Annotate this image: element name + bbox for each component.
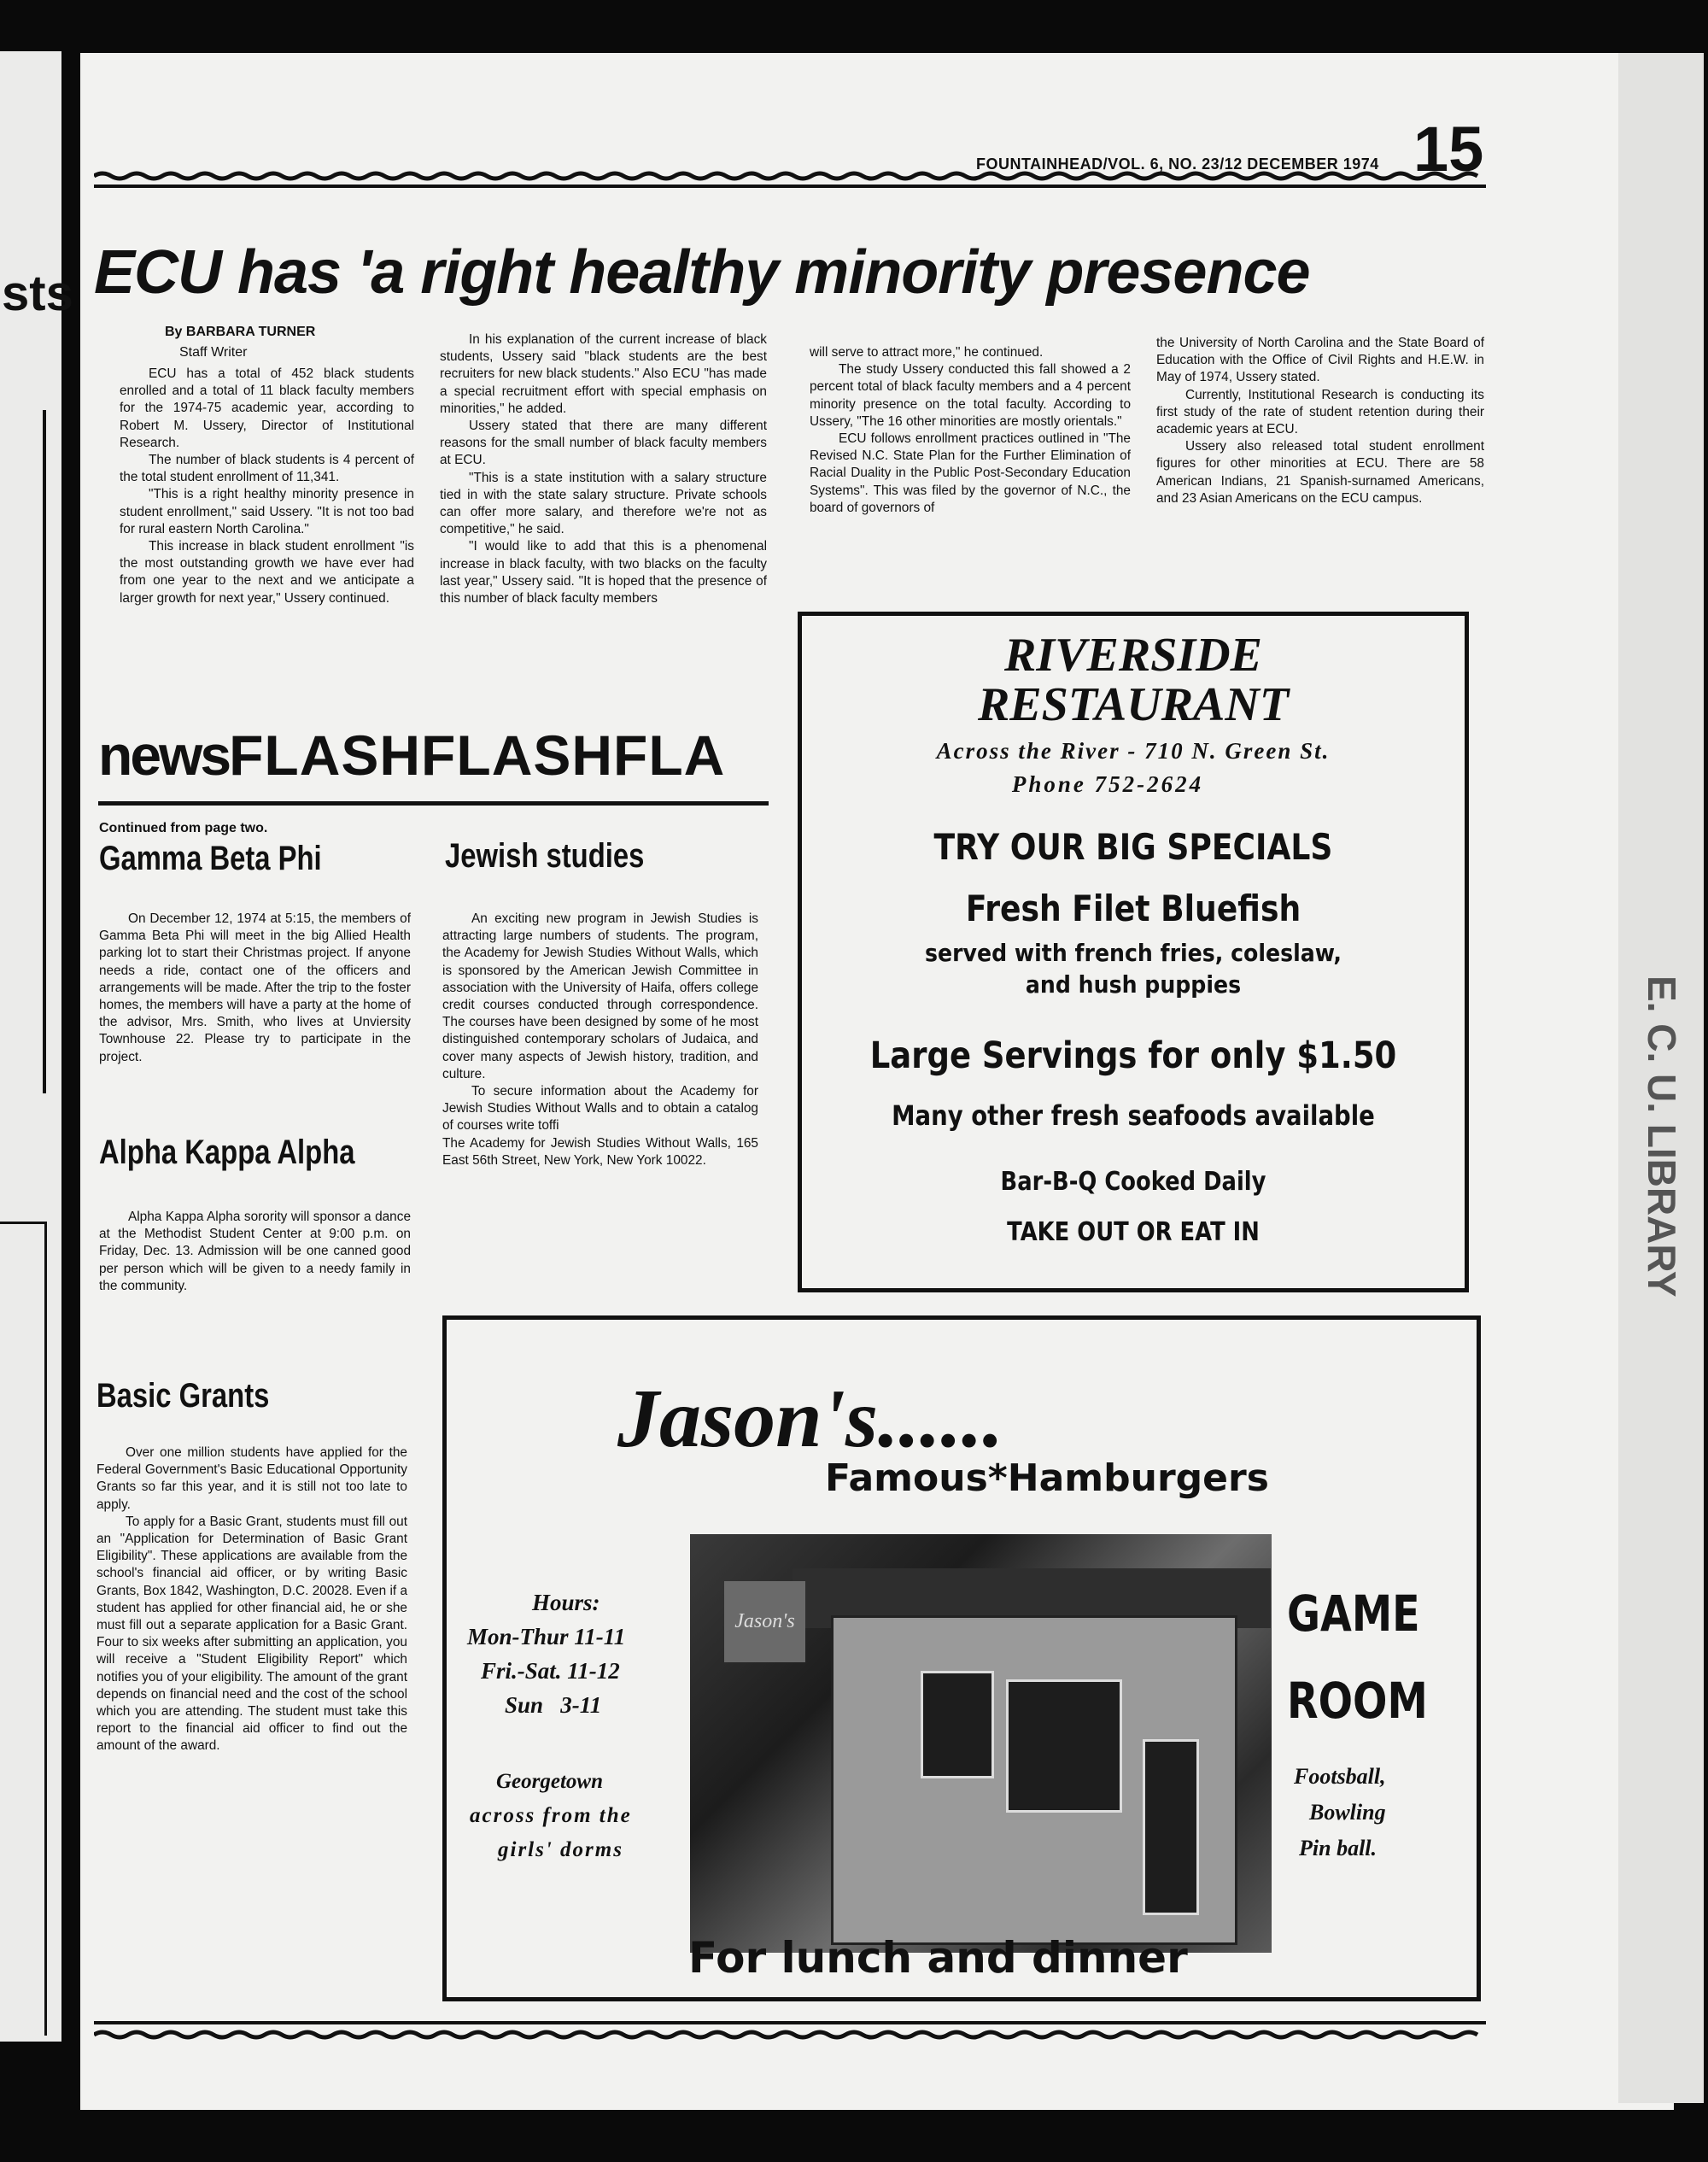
- facing-page-box: [0, 1222, 47, 2036]
- gamma-heading: Gamma Beta Phi: [99, 840, 322, 877]
- paragraph: The Academy for Jewish Studies Without Walls, 165 East 56th Street, New York, New York 10022.: [442, 1135, 758, 1168]
- newsflash-prefix: news: [98, 724, 230, 787]
- photo-window: [1006, 1679, 1122, 1813]
- paragraph: In his explanation of the current increase of black students, Ussery said "black students are the best recruiters for new black students." Also ECU "has made a special recruitment effort with special emphasis on minorities," he added.: [440, 332, 767, 416]
- games-2: Bowling: [1309, 1800, 1386, 1825]
- jasons-footer: For lunch and dinner: [688, 1933, 1188, 1983]
- story-column-2: [440, 331, 767, 607]
- story-column-1: [120, 366, 414, 607]
- headline: ECU has 'a right healthy minority presence: [94, 238, 1310, 307]
- story-column-3: [810, 344, 1131, 517]
- riverside-address: Across the River - 710 N. Green St.: [936, 738, 1331, 764]
- riverside-sides-2: and hush puppies: [1025, 970, 1242, 999]
- hours-weekend: Fri.-Sat. 11-12: [481, 1658, 620, 1684]
- paragraph: ECU follows enrollment practices outlined in "The Revised N.C. State Plan for the Further Elimination of Racial Duality in the Public Post-Secondary Education Systems". This was filed by the governor of N.C., the board of governors of: [810, 431, 1131, 515]
- riverside-name-2: RESTAURANT: [977, 678, 1290, 731]
- photo-sign: Jason's: [724, 1581, 805, 1662]
- photo-window: [921, 1671, 994, 1778]
- riverside-servings: Large Servings for only $1.50: [869, 1034, 1397, 1077]
- facing-page-cartoon: [0, 410, 46, 1093]
- riverside-takeout: TAKE OUT OR EAT IN: [1007, 1217, 1260, 1247]
- byline: By BARBARA TURNER: [165, 325, 316, 339]
- paragraph: The number of black students is 4 percent of the total student enrollment of 11,341.: [120, 453, 414, 485]
- games-3: Pin ball.: [1299, 1836, 1378, 1860]
- paragraph: To secure information about the Academy for Jewish Studies Without Walls and to obtain a catalog of courses write toffi: [442, 1084, 758, 1134]
- jasons-ad: [442, 1315, 1481, 2001]
- riverside-ad: [798, 612, 1469, 1292]
- paragraph: the University of North Carolina and the State Board of Education with the Office of Civil Rights and H.E.W. in May of 1974, Ussery stated.: [1156, 336, 1484, 385]
- paragraph: To apply for a Basic Grant, students must fill out an "Application for Determination of Basic Grant Eligibility". These applications are available from the school's financial aid officer, or by writing Basic Grants, Box 1842, Washington, D.C. 20028. Even if a student has applied for other financial aid, he or she must fill out a separate application for a Basic Grant. Four to six weeks after submitting an application, you will receive a "Student Eligibility Report" which notifies you of your eligibility. The amount of the grant depends on financial need and the cost of the school which you are attending. The student must take this report to the financial aid officer to find out the amount of the award.: [97, 1514, 407, 1754]
- riverside-specials: TRY OUR BIG SPECIALS: [933, 826, 1333, 868]
- grants-body: [97, 1444, 407, 1755]
- gamma-body: [99, 911, 411, 1066]
- newsflash-main: FLASHFLASHFLA: [229, 724, 726, 787]
- riverside-barbq: Bar-B-Q Cooked Daily: [1000, 1167, 1266, 1197]
- paragraph: "This is a right healthy minority presence in student enrollment," said Ussery. "It is not too bad for rural eastern North Carolina.": [120, 487, 414, 536]
- paragraph: "I would like to add that this is a phenomenal increase in black faculty, with two blacks on the faculty last year," Ussery said. "It is hoped that the presence of this number of black faculty members: [440, 539, 767, 606]
- paragraph: Ussery also released total student enrollment figures for other minorities at ECU. There are 58 American Indians, 21 Spanish-surnamed Americans, and 23 Asian Americans on the ECU campus.: [1156, 439, 1484, 506]
- paragraph: Over one million students have applied for the Federal Government's Basic Educational Opportunity Grants so far this year, and it is still not too late to apply.: [97, 1445, 407, 1512]
- paragraph: An exciting new program in Jewish Studies is attracting large numbers of students. The program, the Academy for Jewish Studies Without Walls, which is sponsored by the American Jewish Committee in association with the University of Haifa, offers college credit courses conducted through correspondence. The courses have been designed by some of he most distinguished contemporary scholars of Judaica, and cover many aspects of Jewish history, tradition, and culture.: [442, 911, 758, 1081]
- newsflash-banner: [98, 723, 773, 788]
- folio-line: FOUNTAINHEAD/VOL. 6, NO. 23/12 DECEMBER 1974: [976, 155, 1379, 173]
- continued-note: Continued from page two.: [99, 821, 268, 835]
- paragraph: will serve to attract more," he continued.: [810, 345, 1044, 360]
- paragraph: ECU has a total of 452 black students enrolled and a total of 11 black faculty members for the 1974-75 academic year, according to Robert M. Ussery, Director of Institutional Research.: [120, 366, 414, 450]
- riverside-name-1: RIVERSIDE: [1004, 629, 1262, 682]
- location-3: girls' dorms: [498, 1838, 623, 1861]
- game-room-1: GAME: [1287, 1585, 1420, 1643]
- story-column-4: [1156, 335, 1484, 507]
- paragraph: "This is a state institution with a salary structure tied in with the state salary structure. Private schools can offer more salary, and therefore we're not as competitive," he said.: [440, 470, 767, 537]
- jasons-logo: Jason's......: [617, 1373, 1004, 1465]
- facing-page-edge: [0, 51, 73, 2042]
- paragraph: Currently, Institutional Research is conducting its first study of the rate of student retention during their academic years at ECU.: [1156, 387, 1484, 437]
- riverside-bluefish: Fresh Filet Bluefish: [965, 888, 1301, 929]
- newsflash-rule: [98, 801, 769, 806]
- grants-heading: Basic Grants: [97, 1377, 270, 1415]
- facing-page-fragment: sts: [2, 266, 73, 321]
- hours-weekday: Mon-Thur 11-11: [467, 1624, 626, 1649]
- location-1: Georgetown: [496, 1770, 603, 1793]
- jewish-heading: Jewish studies: [445, 837, 645, 875]
- riverside-sides-1: served with french fries, coleslaw,: [925, 939, 1342, 967]
- location-2: across from the: [470, 1804, 632, 1827]
- jewish-body: [442, 911, 758, 1169]
- aka-heading: Alpha Kappa Alpha: [99, 1134, 355, 1171]
- jasons-tagline: Famous*Hamburgers: [825, 1456, 1269, 1500]
- photo-door: [1143, 1739, 1199, 1915]
- games-1: Footsball,: [1294, 1764, 1386, 1789]
- game-room-2: ROOM: [1287, 1672, 1428, 1730]
- byline-title: Staff Writer: [179, 345, 248, 360]
- paragraph: The study Ussery conducted this fall showed a 2 percent total of black faculty members and a 4 percent minority presence on the total faculty. According to Ussery, "The 16 other minorities are mostly orientals.": [810, 362, 1131, 429]
- paragraph: This increase in black student enrollment "is the most outstanding growth we have ever had from one year to the next and we anticipate a larger growth for next year," Ussery continued.: [120, 539, 414, 606]
- riverside-phone: Phone 752-2624: [1011, 771, 1204, 797]
- paragraph: On December 12, 1974 at 5:15, the members of Gamma Beta Phi will meet in the big Allied Health parking lot to start their Christmas project. If anyone needs a ride, contact one of the officers and arrangements will be made. After the trip to the foster homes, the members will have a party at the home of the advisor, Mrs. Smith, who lives at Unviersity Townhouse 22. Please try to participate in the project.: [99, 911, 411, 1064]
- page-number: 15: [1413, 114, 1484, 185]
- masthead-wavy-rule: [94, 167, 1486, 193]
- hours-title: Hours:: [532, 1590, 600, 1615]
- aka-body: [99, 1209, 411, 1295]
- page-edge: [1618, 53, 1704, 2103]
- restaurant-photo: [690, 1534, 1272, 1953]
- bottom-wavy-rule: [94, 2019, 1486, 2045]
- paragraph: Ussery stated that there are many different reasons for the small number of black faculty members at ECU.: [440, 419, 767, 468]
- riverside-seafoods: Many other fresh seafoods available: [892, 1099, 1375, 1132]
- paragraph: Alpha Kappa Alpha sorority will sponsor a dance at the Methodist Student Center at 9:00 p.m. on Friday, Dec. 13. Admission will be one canned good per person which will be given to a needy family in the community.: [99, 1210, 411, 1293]
- library-stamp: E. C. U. LIBRARY: [1640, 976, 1684, 1298]
- hours-sunday: Sun 3-11: [505, 1692, 602, 1718]
